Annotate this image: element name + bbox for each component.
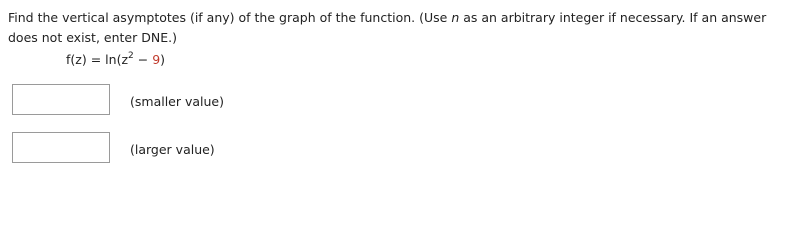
smaller-value-label: (smaller value) xyxy=(130,94,224,109)
question-text xyxy=(8,8,788,48)
larger-value-label: (larger value) xyxy=(130,142,215,157)
question-variable: n xyxy=(451,10,460,25)
question-part-1: Find the vertical asymptotes (if any) of the graph of the function. (Use xyxy=(8,10,452,25)
equation-function: ln(z xyxy=(105,52,129,67)
equation-constant: 9 xyxy=(152,52,161,67)
larger-value-input[interactable] xyxy=(12,132,110,163)
smaller-value-input[interactable] xyxy=(12,84,110,115)
equation-close: ) xyxy=(160,52,166,67)
equation-lhs: f(z) xyxy=(66,52,87,67)
equation-minus: − xyxy=(137,52,149,67)
question-part-2: as an arbitrary integer if necessary. If an answer does not exist, enter DNE.) xyxy=(8,10,767,45)
function-equation xyxy=(66,51,165,69)
equation-equals: = xyxy=(90,52,102,67)
equation-exponent: 2 xyxy=(128,51,134,61)
